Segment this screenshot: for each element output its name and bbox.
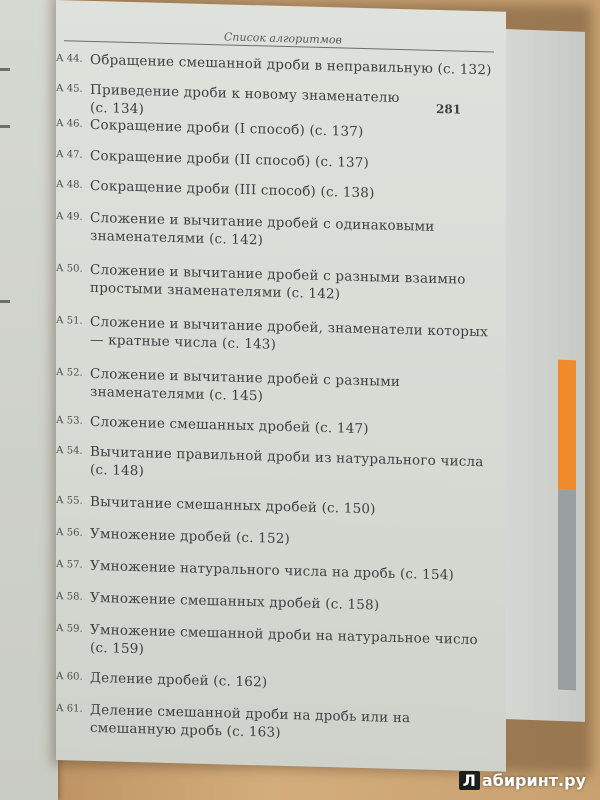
entry-text: Деление дробей (с. 162) — [90, 669, 268, 691]
entry-text: Сложение и вычитание дробей с разными знаменателями (с. 145) — [90, 365, 401, 405]
entry-text: Умножение смешанной дроби на натуральное число (с. 159) — [90, 621, 478, 658]
entry-number: А 44. — [56, 53, 83, 65]
running-head: Список алгоритмов — [224, 30, 342, 47]
toc-entry — [56, 50, 494, 79]
left-page-mark — [0, 125, 10, 128]
page-number: 281 — [436, 101, 462, 117]
watermark-logo: Л — [459, 771, 480, 790]
entry-text: Умножение смешанных дробей (с. 158) — [90, 589, 380, 614]
entry-text: Умножение натурального числа на дробь (с. 154) — [90, 557, 454, 584]
toc-entry — [56, 700, 494, 741]
entry-number: А 55. — [56, 495, 83, 507]
entry-text: Деление смешанной дроби на дробь или на смешанную дробь (с. 163) — [90, 701, 411, 741]
entry-number: А 54. — [56, 445, 83, 457]
toc-entry — [56, 524, 494, 548]
entry-number: А 51. — [56, 315, 83, 327]
entry-number: А 56. — [56, 527, 83, 539]
entry-text: Сокращение дроби (III способ) (с. 138) — [90, 177, 375, 202]
entry-text: Вычитание правильной дроби из натурального числа (с. 148) — [90, 443, 484, 480]
toc-entry — [56, 412, 494, 438]
entry-number: А 46. — [56, 118, 83, 130]
toc-entry — [56, 620, 494, 658]
entry-text: Умножение дробей (с. 152) — [90, 525, 290, 548]
toc-entry — [56, 588, 494, 614]
left-page-mark — [0, 68, 10, 71]
entry-text: Приведение дроби к новому знаменателю (с. 134) — [90, 81, 400, 118]
entry-number: А 48. — [56, 179, 83, 191]
entry-number: А 57. — [56, 559, 83, 571]
entry-text: Сложение смешанных дробей (с. 147) — [90, 413, 369, 438]
left-page-mark — [0, 300, 10, 303]
toc-entry — [56, 260, 494, 303]
entry-number: А 53. — [56, 415, 83, 427]
watermark — [459, 771, 586, 790]
entry-number: А 61. — [56, 703, 83, 715]
toc-entry — [56, 492, 494, 518]
entry-text: Сложение и вычитание дробей с одинаковыми знаменателями (с. 142) — [90, 209, 435, 249]
entry-number: А 45. — [56, 83, 83, 95]
toc-entry — [56, 208, 494, 249]
entry-number: А 49. — [56, 211, 83, 223]
entry-number: А 58. — [56, 591, 83, 603]
watermark-text: абиринт.ру — [481, 771, 586, 790]
toc-entry — [56, 176, 494, 202]
orange-bookmark-tab — [558, 360, 576, 491]
toc-entry — [56, 668, 494, 691]
entry-text: Сокращение дроби (I способ) (с. 137) — [90, 116, 364, 141]
entry-number: А 60. — [56, 671, 83, 683]
entry-text: Сложение и вычитание дробей, знаменатели которых — кратные числа (с. 143) — [90, 313, 488, 353]
entry-text: Обращение смешанной дроби в неправильную (с. 132) — [90, 51, 492, 79]
toc-entry — [56, 146, 494, 172]
entry-text: Сложение и вычитание дробей с разными взаимно простыми знаменателями (с. 142) — [90, 261, 466, 303]
entry-number: А 47. — [56, 149, 83, 161]
grey-page-edge — [558, 490, 576, 691]
entry-text: Сокращение дроби (II способ) (с. 137) — [90, 147, 370, 172]
book-page — [56, 0, 506, 772]
entry-number: А 52. — [56, 367, 83, 379]
entry-text: Вычитание смешанных дробей (с. 150) — [90, 493, 376, 518]
entry-number: А 50. — [56, 263, 83, 275]
toc-entry — [56, 556, 494, 584]
toc-entry — [56, 364, 494, 405]
toc-entry — [56, 442, 494, 480]
toc-entry — [56, 312, 494, 353]
entry-number: А 59. — [56, 623, 83, 635]
left-page-edge — [0, 0, 58, 800]
